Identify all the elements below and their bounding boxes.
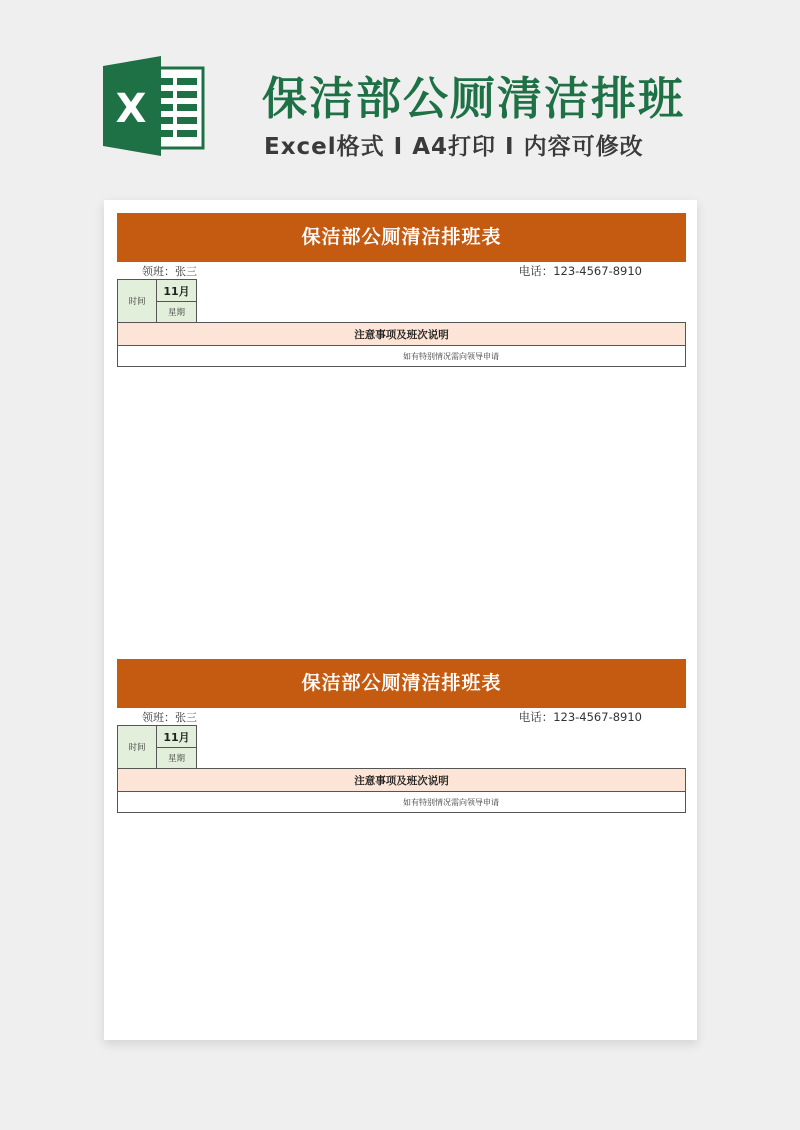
weekday-header-row	[118, 302, 686, 323]
notes-footer: 如有特别情况需向领导申请	[118, 346, 686, 367]
sheet-title: 保洁部公厕清洁排班表	[117, 659, 686, 708]
month-label: 11月	[157, 726, 197, 748]
sheet-title: 保洁部公厕清洁排班表	[117, 213, 686, 262]
leader-label: 领班：张三	[142, 711, 197, 724]
excel-logo-icon	[103, 56, 205, 156]
notes-heading-row	[118, 323, 686, 346]
schedule-sheet	[117, 659, 686, 813]
notes-heading: 注意事项及班次说明	[118, 769, 686, 792]
phone-label: 电话：123-4567-8910	[518, 710, 642, 724]
svg-text:X: X	[115, 86, 147, 132]
banner-title: 保洁部公厕清洁排班	[262, 72, 686, 125]
notes-heading: 注意事项及班次说明	[118, 323, 686, 346]
time-label: 时间	[118, 280, 157, 323]
weekday-label: 星期	[157, 302, 197, 323]
day-header-row	[118, 726, 686, 748]
weekday-label: 星期	[157, 748, 197, 769]
schedule-sheet	[117, 213, 686, 367]
info-row	[117, 262, 686, 279]
notes-heading-row	[118, 769, 686, 792]
notes-footer-row	[118, 346, 686, 367]
notes-footer-row	[118, 792, 686, 813]
schedule-table	[117, 725, 686, 813]
document-preview-card	[104, 200, 697, 1040]
notes-footer: 如有特别情况需向领导申请	[118, 792, 686, 813]
day-header-row	[118, 280, 686, 302]
leader-label: 领班：张三	[142, 265, 197, 278]
time-label: 时间	[118, 726, 157, 769]
weekday-header-row	[118, 748, 686, 769]
phone-label: 电话：123-4567-8910	[518, 264, 642, 278]
info-row	[117, 708, 686, 725]
schedule-table	[117, 279, 686, 367]
banner-subtitle: Excel格式 I A4打印 I 内容可修改	[264, 134, 644, 160]
month-label: 11月	[157, 280, 197, 302]
